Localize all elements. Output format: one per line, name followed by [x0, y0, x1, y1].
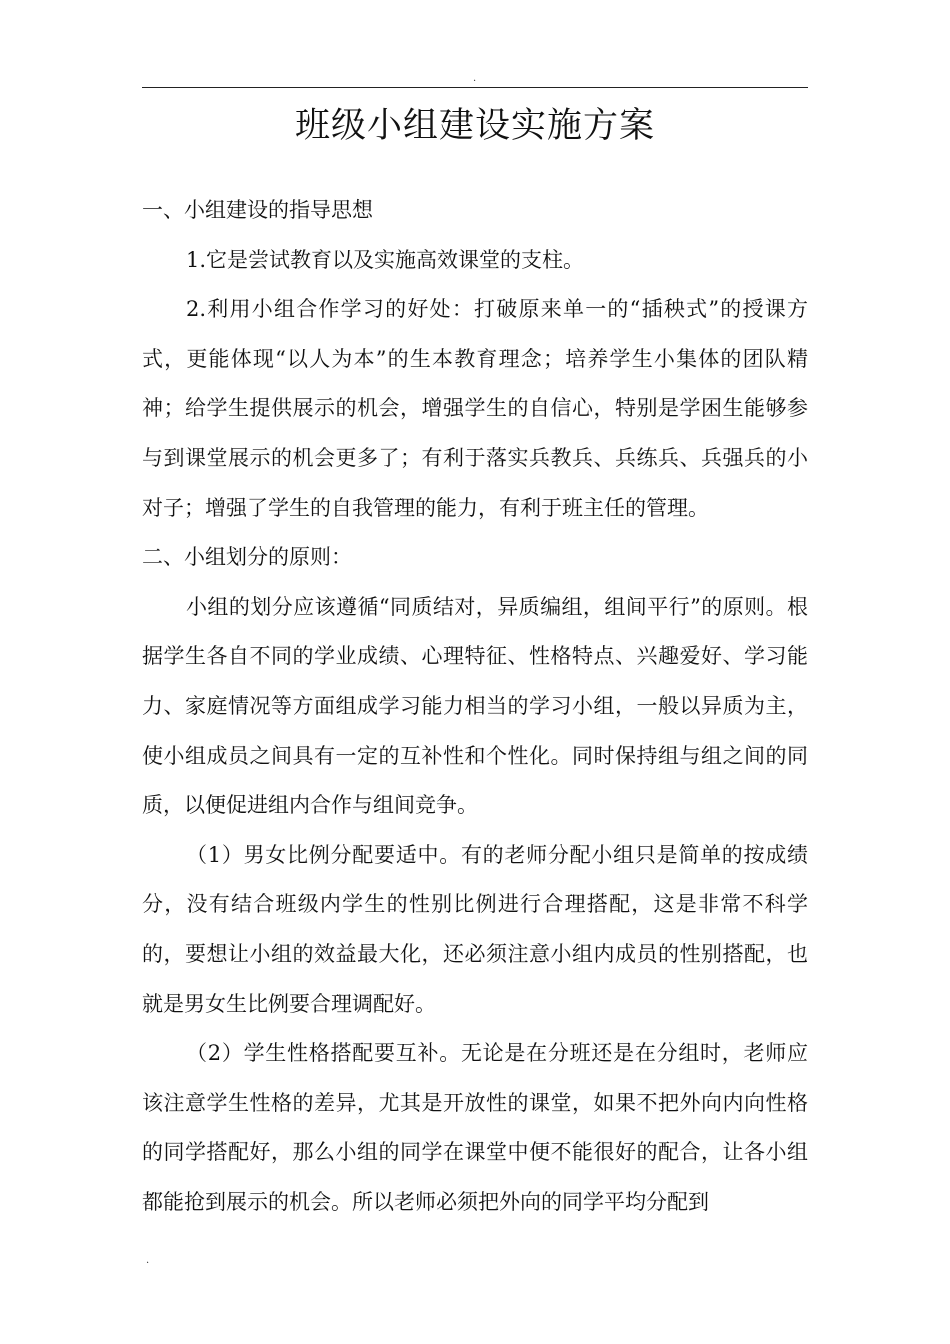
section-heading-1: 一、小组建设的指导思想: [142, 198, 373, 222]
paragraph: 小组的划分应该遵循“同质结对，异质编组，组间平行”的原则。根据学生各自不同的学业成绩、心理特征、性格特点、兴趣爱好、学习能力、家庭情况等方面组成学习能力相当的学习小组，一般以异质为主，使小组成员之间具有一定的互补性和个性化。同时保持组与组之间的同质，以便促进组内合作与组间竞争。: [142, 594, 808, 818]
paragraph: （2）学生性格搭配要互补。无论是在分班还是在分组时，老师应该注意学生性格的差异，尤其是开放性的课堂，如果不把外向内向性格的同学搭配好，那么小组的同学在课堂中便不能很好的配合，让各小组都能抢到展示的机会。所以老师必须把外向的同学平均分配到: [142, 1041, 808, 1214]
paragraph: 1.它是尝试教育以及实施高效课堂的支柱。: [186, 247, 585, 272]
document-body: [142, 186, 808, 1227]
header-mark: .: [473, 73, 477, 84]
footer-mark: .: [146, 1255, 150, 1266]
section-heading-2: 二、小组划分的原则：: [142, 545, 352, 570]
paragraph: 2.利用小组合作学习的好处：打破原来单一的“插秧式”的授课方式，更能体现“以人为本”的生本教育理念；培养学生小集体的团队精神；给学生提供展示的机会，增强学生的自信心，特别是学困生能够参与到课堂展示的机会更多了；有利于落实兵教兵、兵练兵、兵强兵的小对子；增强了学生的自我管理的能力，有利于班主任的管理。: [142, 297, 808, 520]
paragraph: （1）男女比例分配要适中。有的老师分配小组只是简单的按成绩分，没有结合班级内学生的性别比例进行合理搭配，这是非常不科学的，要想让小组的效益最大化，还必须注意小组内成员的性别搭配，也就是男女生比例要合理调配好。: [142, 842, 808, 1016]
document-title: 班级小组建设实施方案: [294, 106, 655, 146]
header-rule: [142, 87, 808, 88]
